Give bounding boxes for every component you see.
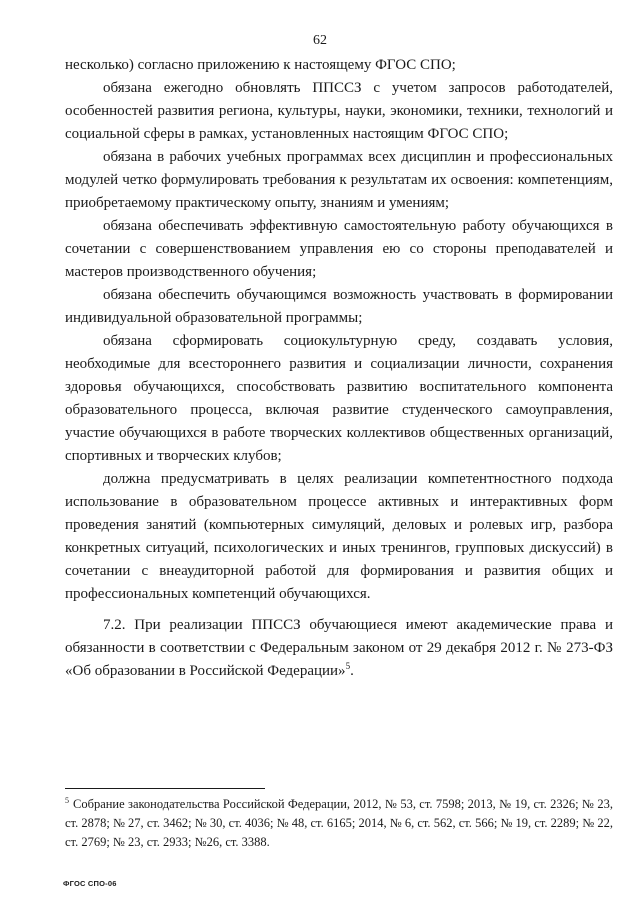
page-number: 62 xyxy=(313,33,327,48)
paragraph-individual-program: обязана обеспечить обучающимся возможность участвовать в формировании индивидуальной образовательной программы; xyxy=(65,287,613,326)
footnote-reference: 5 xyxy=(345,661,351,671)
paragraph-update-ppssz: обязана ежегодно обновлять ППССЗ с учетом запросов работодателей, особенностей развития региона, культуры, науки, экономики, техники, технологий и социальной сферы в рамках, установленных настоящим ФГОС СПО; xyxy=(65,80,613,142)
body-text xyxy=(65,54,613,683)
footnote xyxy=(65,795,613,852)
paragraph-active-forms: должна предусматривать в целях реализации компетентностного подхода использование в образовательном процессе активных и интерактивных форм проведения занятий (компьютерных симуляций, деловых и ролевых игр, разбора конкретных ситуаций, психологических и иных тренингов, групповых дискуссий) в сочетании с внеаудиторной работой для формирования и развития общих и профессиональных компетенций обучающихся. xyxy=(65,471,613,602)
paragraph-section-7-2 xyxy=(65,614,613,683)
footnote-mark: 5 xyxy=(65,795,69,805)
footnote-text: Собрание законодательства Российской Федерации, 2012, № 53, ст. 7598; 2013, № 19, ст. 2326; № 23, ст. 2878; № 27, ст. 3462; № 30, ст. 4036; № 48, ст. 6165; 2014, № 6, ст. 562, ст. 566; № 19, ст. 2289; № 22, ст. 2769; № 23, ст. 2933; №26, ст. 3388. xyxy=(65,797,613,849)
paragraph-work-programs: обязана в рабочих учебных программах всех дисциплин и профессиональных модулей четко формулировать требования к результатам их освоения: компетенциям, приобретаемому практическому опыту, знаниям и умениям; xyxy=(65,149,613,211)
paragraph-sociocultural-environment: обязана сформировать социокультурную среду, создавать условия, необходимые для всестороннего развития и социализации личности, сохранения здоровья обучающихся, способствовать развитию воспитательного компонента образовательного процесса, включая развитие студенческого самоуправления, участие обучающихся в работе творческих коллективов общественных организаций, спортивных и творческих клубов; xyxy=(65,333,613,464)
paragraph-independent-work: обязана обеспечивать эффективную самостоятельную работу обучающихся в сочетании с совершенствованием управления ею со стороны преподавателей и мастеров производственного обучения; xyxy=(65,218,613,280)
footnote-divider xyxy=(65,788,265,789)
paragraph-continuation: несколько) согласно приложению к настоящему ФГОС СПО; xyxy=(65,57,456,73)
section-7-2-trailing: . xyxy=(350,663,354,679)
section-7-2-text: 7.2. При реализации ППССЗ обучающиеся имеют академические права и обязанности в соответствии с Федеральным законом от 29 декабря 2012 г. № 273-ФЗ «Об образовании в Российской Федерации» xyxy=(65,617,613,679)
document-code: ФГОС СПО-06 xyxy=(63,879,117,888)
